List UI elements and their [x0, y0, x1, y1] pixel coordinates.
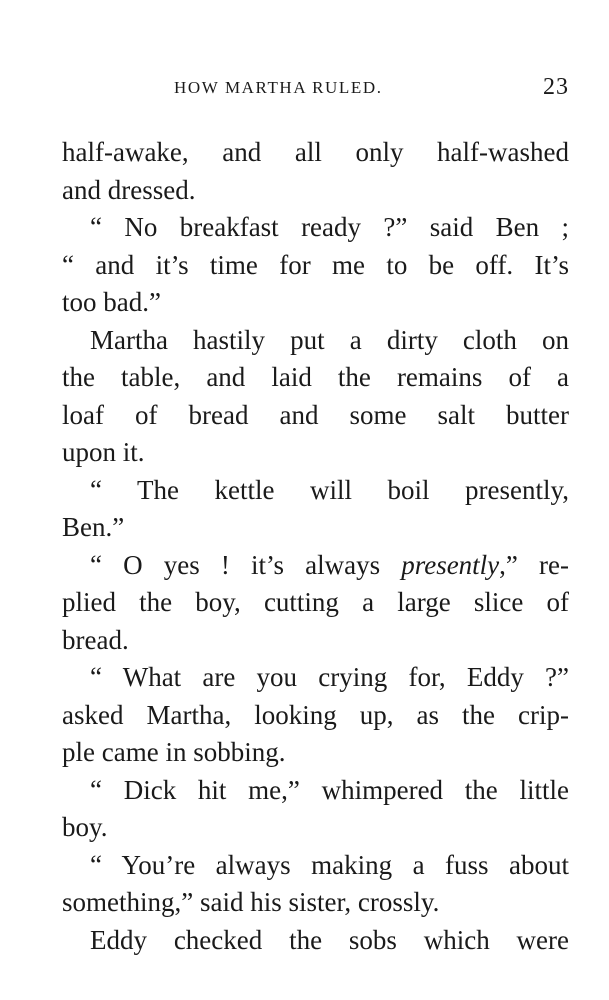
text-line: something,” said his sister, crossly.: [62, 887, 440, 917]
text-line: asked Martha, looking up, as the crip-: [62, 699, 569, 730]
text-line: upon it.: [62, 437, 145, 467]
text-line: “ The kettle will boil presently,: [90, 474, 569, 505]
running-head: [62, 74, 569, 104]
text-line: “ No breakfast ready ?” said Ben ;: [90, 212, 569, 242]
text-line: bread.: [62, 624, 129, 655]
text-line: Martha hastily put a dirty cloth on: [90, 324, 569, 355]
text-line: the table, and laid the remains of a: [62, 362, 569, 392]
text-line: half-awake, and all only half-washed: [62, 137, 569, 167]
text-line: ple came in sobbing.: [62, 737, 286, 767]
text-line: and dressed.: [62, 174, 196, 205]
text-line: “ and it’s time for me to be off. It’s: [62, 249, 569, 280]
text-line: “ What are you crying for, Eddy ?”: [90, 662, 569, 692]
text-line: Eddy checked the sobs which were: [90, 924, 569, 955]
text-line: “ You’re always making a fuss about: [90, 849, 569, 880]
text-line: plied the boy, cutting a large slice of: [62, 587, 569, 617]
text-line: boy.: [62, 812, 108, 842]
body-text: [62, 134, 569, 959]
text-segment: “ O yes ! it’s always: [90, 549, 402, 580]
text-segment: ,” re-: [499, 549, 569, 580]
text-line: [62, 547, 569, 585]
text-line: too bad.”: [62, 287, 161, 317]
text-line: loaf of bread and some salt butter: [62, 399, 569, 430]
text-line: “ Dick hit me,” whimpered the little: [90, 774, 569, 805]
running-title: HOW MARTHA RULED.: [174, 78, 383, 97]
text-line: Ben.”: [62, 512, 125, 542]
page-number: 23: [543, 74, 569, 100]
italic-word: presently: [401, 549, 500, 580]
